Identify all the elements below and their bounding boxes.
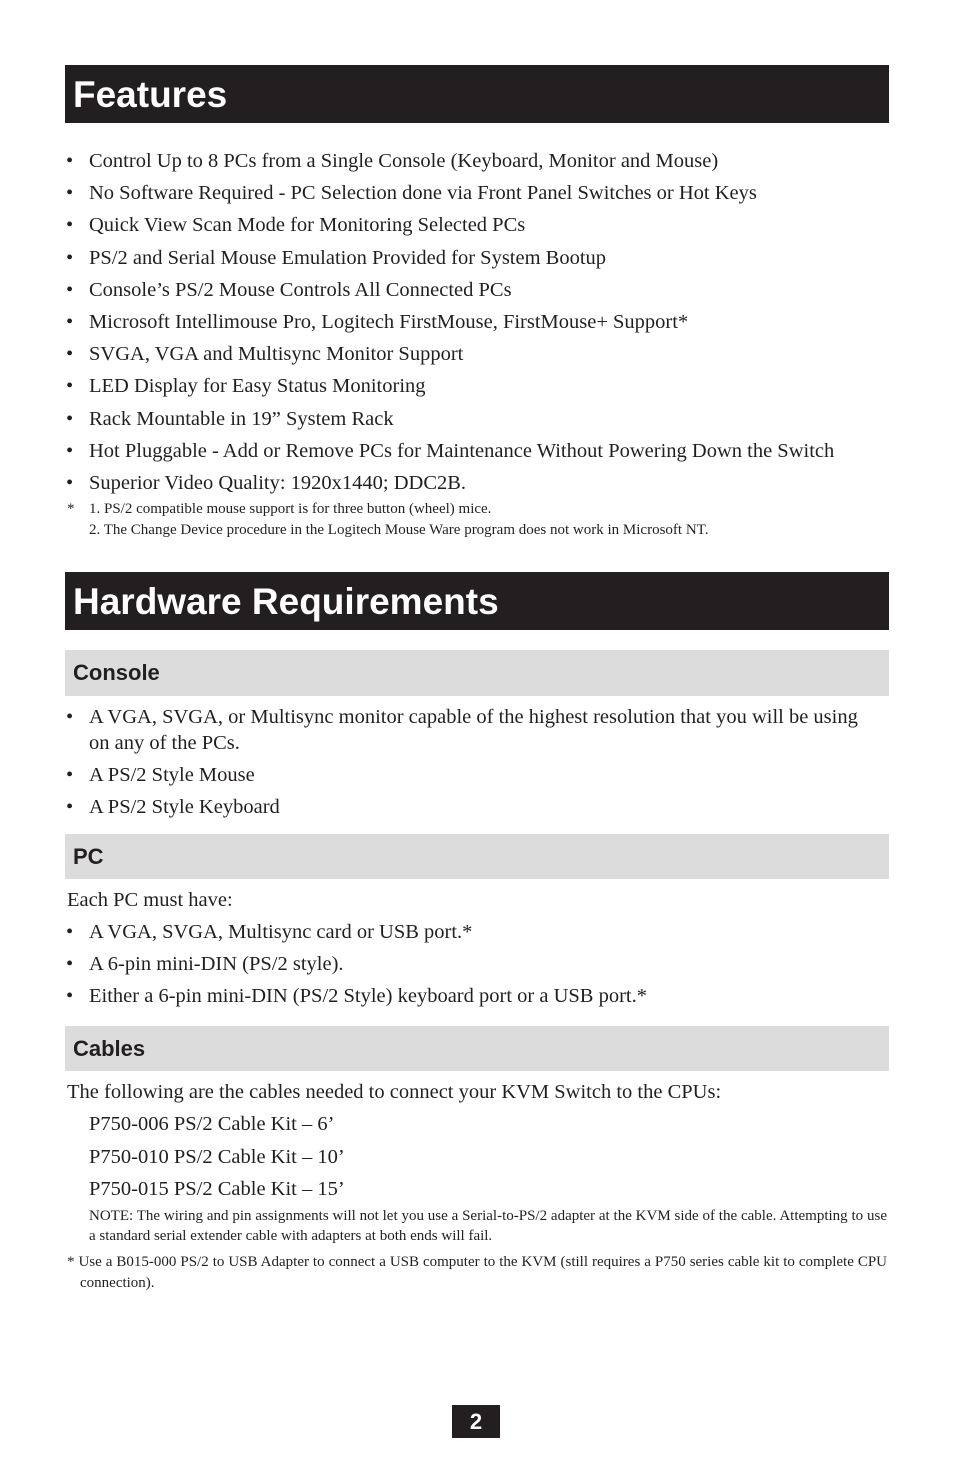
pc-intro: Each PC must have:	[67, 889, 233, 911]
console-heading-band	[65, 650, 889, 696]
cables-note: NOTE: The wiring and pin assignments will not let you use a Serial-to-PS/2 adapter at the KVM side of the cable. Attempting to use a standard serial extender cable with adapters at both ends will fail.	[89, 1208, 887, 1244]
list-item: • No Software Required - PC Selection done via Front Panel Switches or Hot Keys	[65, 180, 889, 206]
hardware-heading-band	[65, 572, 889, 630]
pc-heading-band	[65, 834, 889, 879]
list-item: • Either a 6-pin mini-DIN (PS/2 Style) keyboard port or a USB port.*	[65, 983, 889, 1009]
list-item: • LED Display for Easy Status Monitoring	[65, 373, 889, 399]
cable-kit: P750-010 PS/2 Cable Kit – 10’	[89, 1146, 345, 1168]
list-item: • PS/2 and Serial Mouse Emulation Provided for System Bootup	[65, 245, 889, 271]
console-heading: Console	[73, 660, 160, 685]
features-footnote-2: 2. The Change Device procedure in the Logitech Mouse Ware program does not work in Microsoft NT.	[89, 522, 709, 538]
cables-heading-band	[65, 1026, 889, 1071]
list-item: • Quick View Scan Mode for Monitoring Selected PCs	[65, 212, 889, 238]
list-item: • A PS/2 Style Keyboard	[65, 794, 889, 820]
console-list	[65, 704, 889, 827]
list-item: • Control Up to 8 PCs from a Single Console (Keyboard, Monitor and Mouse)	[65, 148, 889, 174]
features-list	[65, 148, 889, 502]
pc-list	[65, 919, 889, 1016]
features-footnote-marker: *	[67, 501, 75, 517]
features-title: Features	[73, 74, 228, 115]
features-footnote-1: 1. PS/2 compatible mouse support is for three button (wheel) mice.	[89, 501, 492, 517]
cable-kit: P750-006 PS/2 Cable Kit – 6’	[89, 1113, 335, 1135]
list-item: • A 6-pin mini-DIN (PS/2 style).	[65, 951, 889, 977]
list-item: • Rack Mountable in 19” System Rack	[65, 406, 889, 432]
list-item: • A VGA, SVGA, Multisync card or USB port.*	[65, 919, 889, 945]
page-number: 2	[452, 1405, 500, 1438]
cables-footnote: * Use a B015-000 PS/2 to USB Adapter to connect a USB computer to the KVM (still requires a P750 series cable kit to complete CPU connection).	[67, 1254, 887, 1291]
cables-heading: Cables	[73, 1036, 146, 1061]
list-item: • A VGA, SVGA, or Multisync monitor capable of the highest resolution that you will be using on any of the PCs.	[65, 704, 889, 756]
list-item: • A PS/2 Style Mouse	[65, 762, 889, 788]
cables-intro: The following are the cables needed to connect your KVM Switch to the CPUs:	[67, 1081, 722, 1103]
cable-kit: P750-015 PS/2 Cable Kit – 15’	[89, 1178, 345, 1200]
list-item: • SVGA, VGA and Multisync Monitor Support	[65, 341, 889, 367]
list-item: • Microsoft Intellimouse Pro, Logitech FirstMouse, FirstMouse+ Support*	[65, 309, 889, 335]
features-heading-band	[65, 65, 889, 123]
list-item: • Hot Pluggable - Add or Remove PCs for Maintenance Without Powering Down the Switch	[65, 438, 889, 464]
pc-heading: PC	[73, 844, 104, 869]
list-item: • Superior Video Quality: 1920x1440; DDC2B.	[65, 470, 889, 496]
hardware-title: Hardware Requirements	[73, 581, 499, 622]
list-item: • Console’s PS/2 Mouse Controls All Connected PCs	[65, 277, 889, 303]
